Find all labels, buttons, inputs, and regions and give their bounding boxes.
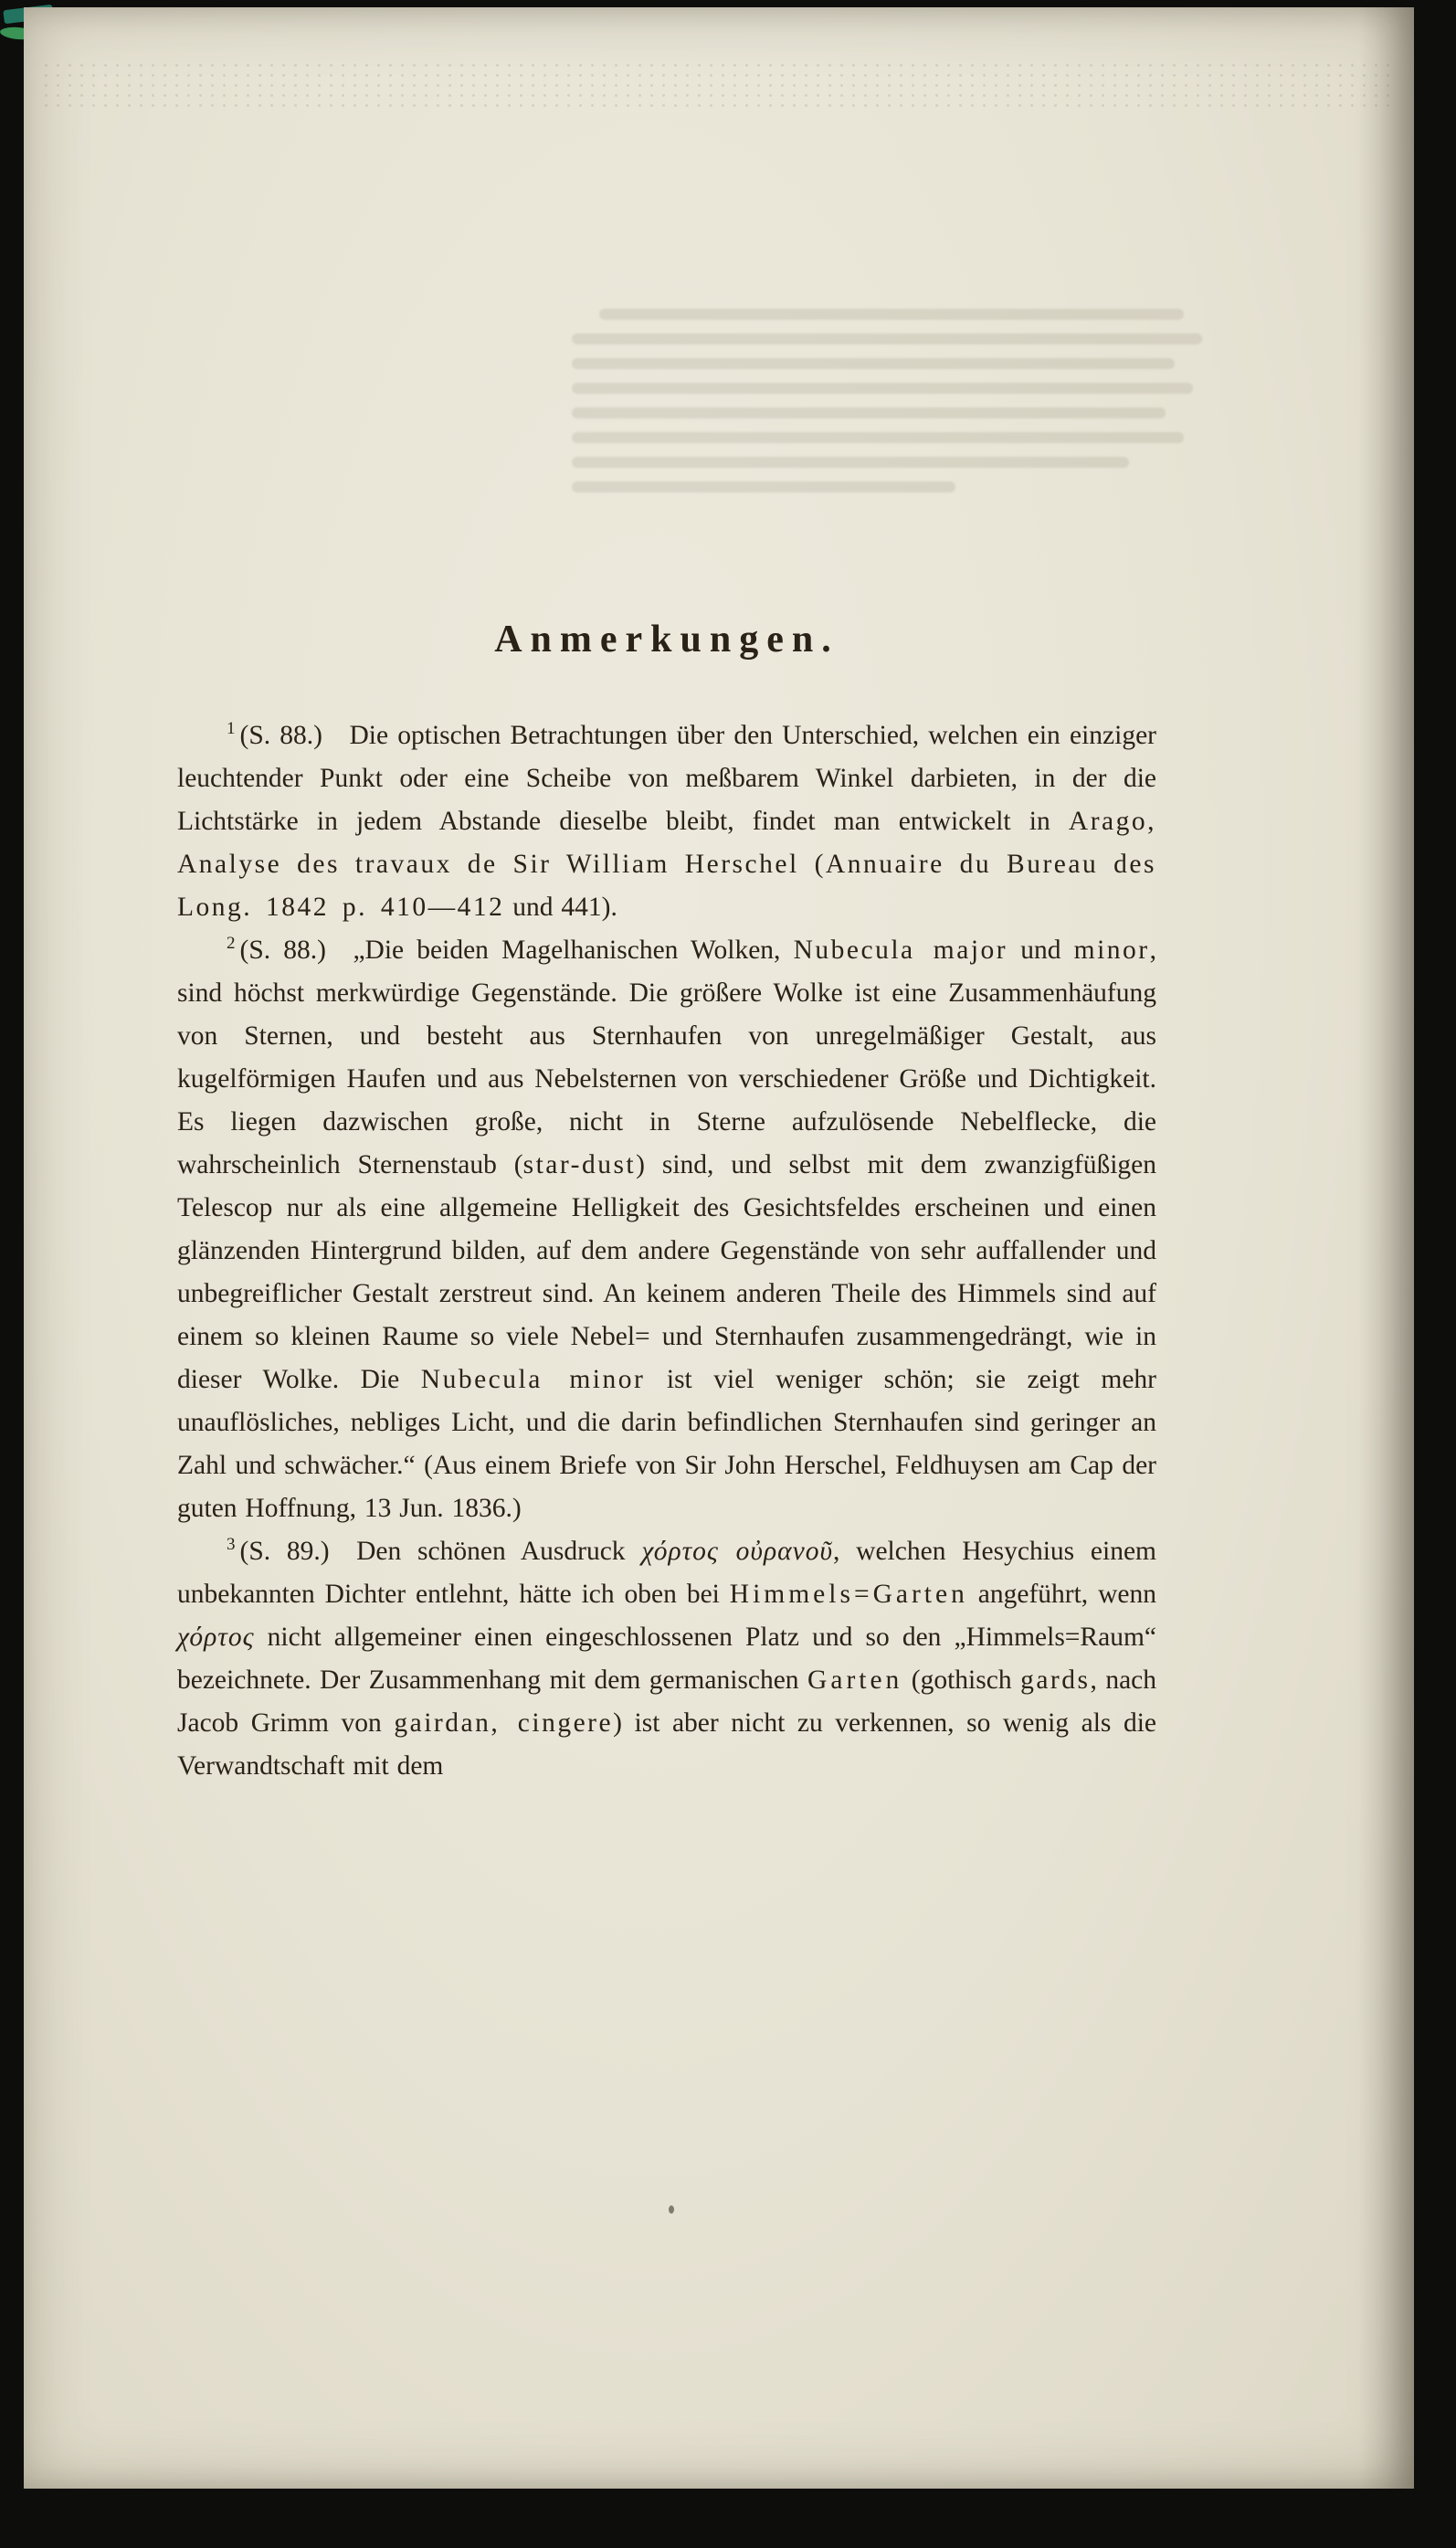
note-text-segment: gards	[1020, 1665, 1091, 1695]
note-text-segment: Himmels=Garten	[729, 1580, 968, 1609]
note-text-segment: Garten	[807, 1665, 903, 1695]
note-text-segment: (S. 88.) Die optischen Betrachtungen über den Unterschied, welchen ein einziger leuchtender Punkt oder eine Scheibe von meßbarem Winkel darbieten, in der die Lichtstärke in jedem Abstande dieselbe bleibt, findet man entwickelt in	[177, 721, 1156, 836]
note-text-segment: ist viel weniger schön; sie zeigt mehr unauflösliches, nebliges Licht, und die darin befindlichen Sternhaufen sind geringer an Zahl und schwächer.“ (Aus einem Briefe von Sir John Herschel, Feldhuysen am Cap der guten Hoffnung, 13 Jun. 1836.)	[177, 1365, 1156, 1523]
note-text-segment: (S. 88.) „Die beiden Magelhanischen Wolken,	[239, 936, 794, 965]
note-text-segment: (S. 89.) Den schönen Ausdruck	[239, 1537, 642, 1566]
note-text-segment: Arago, Analyse des travaux de Sir William Herschel (Annuaire du Bureau des Long. 1842 p. 410—412	[177, 807, 1156, 922]
bleedthrough-line	[572, 481, 955, 492]
note-2	[177, 929, 1156, 1530]
note-text-segment: (gothisch	[902, 1665, 1021, 1695]
note-text-segment: , nach Jacob Grimm von	[177, 1665, 1157, 1738]
note-3	[177, 1530, 1156, 1788]
note-text-segment: , sind höchst merkwürdige Gegenstände. Die größere Wolke ist eine Zusammenhäufung von Sternen, und besteht aus Sternhaufen von unregelmäßiger Gestalt, aus kugelförmigen Haufen und aus Nebelsternen von verschiedener Größe und Dichtigkeit. Es liegen dazwischen große, nicht in Sterne aufzulösende Nebelflecke, die wahrscheinlich Sternenstaub (	[177, 936, 1156, 1179]
note-text-segment: minor	[1073, 936, 1150, 965]
footnote-number-1: 1	[227, 719, 236, 739]
note-text-segment: gairdan, cingere	[394, 1708, 614, 1738]
bleedthrough-line	[599, 309, 1184, 320]
note-text-segment: ) sind, und selbst mit dem zwanzigfüßigen Telescop nur als eine allgemeine Helligkeit des Gesichtsfeldes erscheinen und einen glänzenden Hintergrund bilden, auf dem andere Gegenstände von sehr auffallender und unbegreiflicher Gestalt zerstreut sind. An keinem anderen Theile des Himmels sind auf einem so kleinen Raume so viele Nebel= und Sternhaufen zusammengedrängt, wie in dieser Wolke. Die	[177, 1150, 1157, 1394]
greek-phrase: χόρτος	[177, 1623, 255, 1652]
greek-phrase: χόρτος οὐρανοῦ	[641, 1537, 833, 1566]
note-text-segment: Nubecula major	[793, 936, 1008, 965]
bleedthrough-line	[572, 358, 1175, 369]
page-edge-shadow	[1359, 7, 1414, 2489]
paper-page	[24, 7, 1414, 2489]
ink-speck-artifact	[669, 2205, 674, 2214]
note-text-segment: angeführt, wenn	[967, 1580, 1156, 1609]
bleedthrough-line	[572, 333, 1202, 344]
note-text-segment: star-dust	[522, 1150, 637, 1179]
halftone-artifact	[40, 60, 1394, 113]
note-1	[177, 714, 1156, 929]
note-text-segment: Nubecula minor	[420, 1365, 646, 1394]
note-text-segment: und	[1008, 936, 1074, 965]
bleedthrough-line	[572, 407, 1166, 418]
footnote-number-3: 3	[227, 1535, 236, 1555]
bleedthrough-line	[572, 383, 1193, 394]
bleedthrough-line	[572, 457, 1129, 468]
bleedthrough-artifact	[572, 309, 1211, 506]
footnote-number-2: 2	[227, 934, 236, 954]
note-text-segment: nicht allgemeiner einen eingeschlossenen Platz und so den „Himmels=Raum“ bezeichnete. Der Zusammenhang mit dem germanischen	[177, 1623, 1156, 1695]
note-text-segment: ) ist aber nicht zu verkennen, so wenig als die Verwandtschaft mit dem	[177, 1708, 1156, 1781]
page-title: Anmerkungen.	[494, 618, 839, 661]
note-text-segment: und 441).	[504, 893, 617, 922]
text-block	[177, 618, 1156, 1788]
note-text-segment: , welchen Hesychius einem unbekannten Dichter entlehnt, hätte ich oben bei	[177, 1537, 1156, 1609]
bleedthrough-line	[572, 432, 1184, 443]
